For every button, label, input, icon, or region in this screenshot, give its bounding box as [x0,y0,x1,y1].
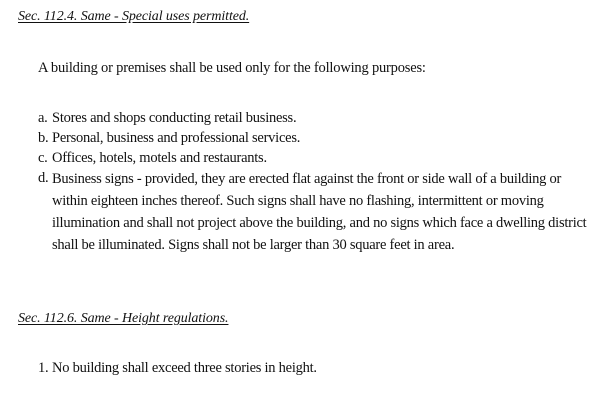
list-marker: 1. [38,360,49,376]
section-heading-height-regulations: Sec. 112.6. Same - Height regulations. [18,311,229,326]
list-item [38,148,594,168]
section-heading-special-uses: Sec. 112.4. Same - Special uses permitted. [18,9,250,24]
list-item-text: No building shall exceed three stories in height. [52,360,317,376]
list-item [38,358,317,378]
list-item-text: Personal, business and professional services. [52,130,301,146]
permitted-uses-list [38,108,594,256]
list-item [38,168,594,256]
height-regulations-list [38,358,317,378]
list-item [38,108,594,128]
list-item-text: Offices, hotels, motels and restaurants. [52,150,267,166]
list-marker: c. [38,150,48,166]
list-item-text: Business signs - provided, they are erected flat against the front or side wall of a building or within eighteen inches thereof. Such signs shall have no flashing, intermittent or moving illumination and shall not project above the building, and no signs which face a dwelling district shall be illuminated. Signs shall not be larger than 30 square feet in area. [52,171,587,253]
list-marker: d. [38,170,49,186]
list-marker: a. [38,110,48,126]
section-intro: A building or premises shall be used only for the following purposes: [38,60,426,76]
list-marker: b. [38,130,49,146]
list-item [38,128,594,148]
list-item-text: Stores and shops conducting retail business. [52,110,297,126]
